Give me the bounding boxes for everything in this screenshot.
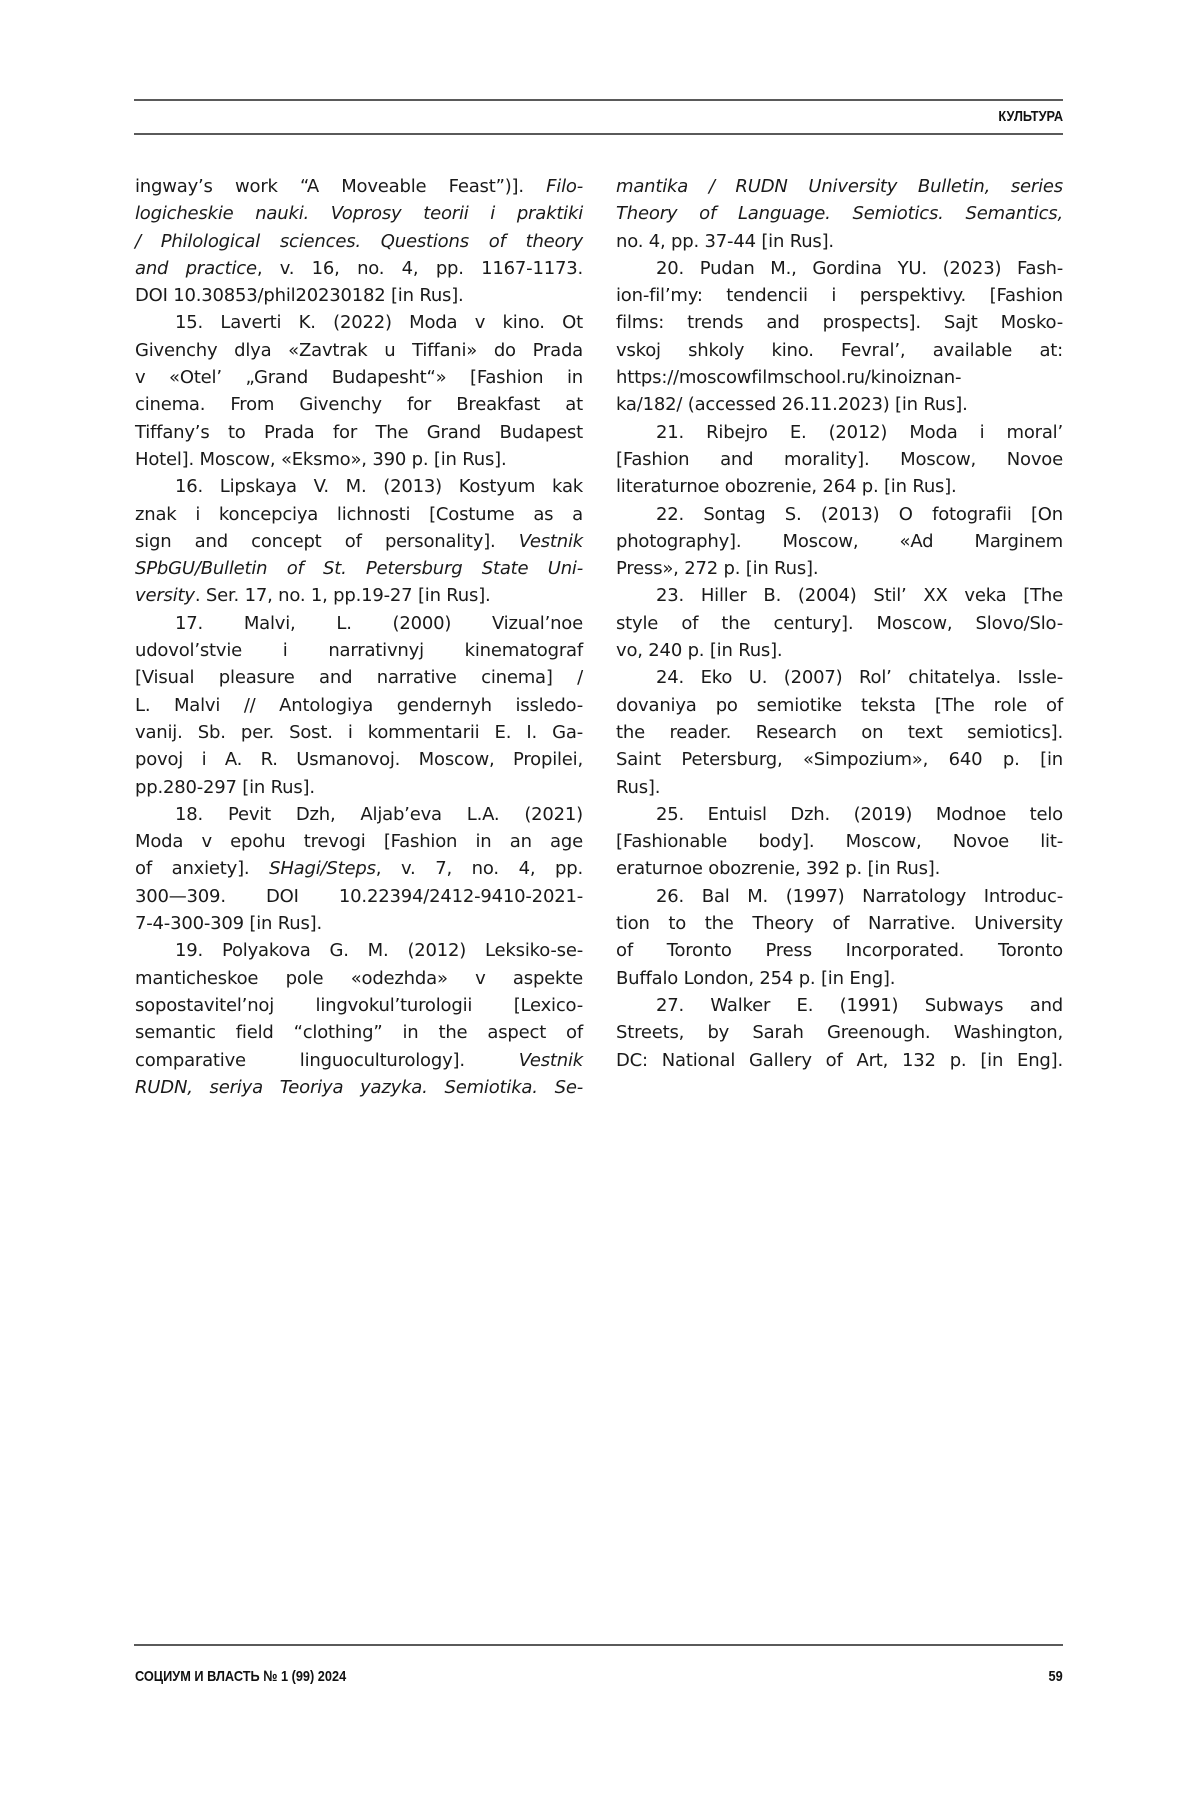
reference-line (616, 774, 1063, 801)
reference-line (135, 664, 583, 691)
reference-text: 16. Lipskaya V. M. (2013) Kostyum kak (175, 476, 583, 498)
reference-line (135, 828, 583, 855)
reference-line (616, 910, 1063, 937)
reference-text: 17. Malvi, L. (2000) Vizual’noe (175, 612, 583, 634)
references-column-right (616, 173, 1063, 1074)
reference-line (616, 391, 1063, 418)
reference-text: comparative linguoculturology]. (135, 1049, 519, 1071)
reference-line (616, 282, 1063, 309)
reference-text: ka/182/ (accessed 26.11.2023) [in Rus]. (616, 394, 968, 416)
reference-line (616, 801, 1063, 828)
footer-rule (134, 1644, 1063, 1646)
reference-line (616, 965, 1063, 992)
reference-text: DC: National Gallery of Art, 132 p. [in Eng]. (616, 1049, 1063, 1071)
reference-text: ion-fil’my: tendencii i perspektivy. [Fashion (616, 285, 1063, 307)
reference-line (135, 637, 583, 664)
reference-text: 21. Ribejro E. (2012) Moda i moral’ (656, 421, 1063, 443)
reference-line (616, 610, 1063, 637)
reference-line (616, 828, 1063, 855)
reference-text: Saint Petersburg, «Simpozium», 640 p. [in (616, 749, 1063, 771)
reference-text: DOI 10.30853/phil20230182 [in Rus]. (135, 285, 464, 307)
reference-text: . Ser. 17, no. 1, pp.19-27 [in Rus]. (194, 585, 491, 607)
reference-text: cinema. From Givenchy for Breakfast at (135, 394, 583, 416)
reference-line (616, 855, 1063, 882)
reference-text: 300—309. DOI 10.22394/2412-9410-2021- (135, 885, 583, 907)
reference-line (616, 883, 1063, 910)
reference-italic-text: SPbGU/Bulletin of St. Petersburg State Uni- (135, 558, 583, 580)
reference-line (135, 364, 583, 391)
reference-text: znak i koncepciya lichnosti [Costume as a (135, 503, 583, 525)
reference-text: Givenchy dlya «Zavtrak u Tiffani» do Prada (135, 339, 583, 361)
reference-text: Hotel]. Moscow, «Eksmo», 390 p. [in Rus]. (135, 448, 507, 470)
reference-line (135, 282, 583, 309)
reference-text: vanij. Sb. per. Sost. i kommentarii E. I. Ga- (135, 721, 583, 743)
reference-line (616, 419, 1063, 446)
reference-text: 23. Hiller B. (2004) Stil’ XX veka [The (656, 585, 1063, 607)
reference-text: , v. 7, no. 4, pp. (375, 858, 583, 880)
reference-italic-text: Vestnik (518, 1049, 583, 1071)
reference-text: eraturnoe obozrenie, 392 p. [in Rus]. (616, 858, 941, 880)
reference-line (135, 610, 583, 637)
reference-line (135, 391, 583, 418)
reference-line (135, 910, 583, 937)
reference-line (135, 1074, 583, 1101)
reference-line (135, 446, 583, 473)
reference-text: 7-4-300-309 [in Rus]. (135, 913, 323, 935)
reference-text: films: trends and prospects]. Sajt Mosko- (616, 312, 1063, 334)
reference-line (135, 1047, 583, 1074)
reference-line (616, 555, 1063, 582)
reference-text: [Visual pleasure and narrative cinema] / (135, 667, 583, 689)
reference-italic-text: SHagi/Steps (269, 858, 376, 880)
reference-line (135, 883, 583, 910)
reference-line (135, 1019, 583, 1046)
reference-line (135, 937, 583, 964)
reference-italic-text: and practice (135, 257, 257, 279)
reference-text: https://moscowfilmschool.ru/kinoiznan- (616, 367, 962, 389)
reference-text: the reader. Research on text semiotics]. (616, 721, 1063, 743)
reference-text: 22. Sontag S. (2013) O fotografii [On (656, 503, 1063, 525)
reference-line (135, 965, 583, 992)
reference-text: dovaniya po semiotike teksta [The role of (616, 694, 1063, 716)
reference-italic-text: Theory of Language. Semiotics. Semantics, (616, 203, 1063, 225)
reference-text: , v. 16, no. 4, pp. 1167-1173. (256, 257, 584, 279)
reference-text: Buffalo London, 254 p. [in Eng]. (616, 967, 896, 989)
reference-line (135, 200, 583, 227)
reference-line (135, 855, 583, 882)
reference-line (135, 555, 583, 582)
reference-line (616, 746, 1063, 773)
reference-line (135, 774, 583, 801)
reference-line (616, 364, 1063, 391)
reference-text: photography]. Moscow, «Ad Marginem (616, 530, 1063, 552)
reference-italic-text: mantika / RUDN University Bulletin, series (616, 176, 1063, 197)
reference-line (616, 173, 1063, 200)
reference-text: literaturnoe obozrenie, 264 p. [in Rus]. (616, 476, 957, 498)
reference-line (135, 692, 583, 719)
reference-text: tion to the Theory of Narrative. University (616, 913, 1063, 935)
reference-text: manticheskoe pole «odezhda» v aspekte (135, 967, 583, 989)
reference-text: vo, 240 p. [in Rus]. (616, 640, 783, 662)
reference-line (616, 637, 1063, 664)
reference-text: [Fashion and morality]. Moscow, Novoe (616, 448, 1063, 470)
reference-line (616, 692, 1063, 719)
reference-line (616, 582, 1063, 609)
reference-text: 25. Entuisl Dzh. (2019) Modnoe telo (656, 803, 1063, 825)
reference-line (135, 801, 583, 828)
reference-text: sopostavitel’noj lingvokul’turologii [Lexico- (135, 994, 583, 1016)
reference-text: semantic field “clothing” in the aspect of (135, 1022, 583, 1044)
page-number: 59 (1048, 1668, 1063, 1685)
reference-line (135, 419, 583, 446)
reference-line (616, 446, 1063, 473)
reference-italic-text: / Philological sciences. Questions of theory (135, 230, 583, 252)
reference-line (616, 200, 1063, 227)
reference-italic-text: Vestnik (518, 530, 583, 552)
reference-text: 24. Eko U. (2007) Rol’ chitatelya. Issle- (656, 667, 1063, 689)
reference-line (616, 937, 1063, 964)
reference-line (616, 1019, 1063, 1046)
reference-line (135, 255, 583, 282)
reference-text: Rus]. (616, 776, 661, 798)
reference-line (616, 992, 1063, 1019)
reference-text: pp.280-297 [in Rus]. (135, 776, 315, 798)
reference-line (616, 473, 1063, 500)
reference-line (135, 528, 583, 555)
reference-line (135, 473, 583, 500)
reference-line (135, 501, 583, 528)
reference-line (616, 719, 1063, 746)
reference-text: vskoj shkoly kino. Fevral’, available at: (616, 339, 1063, 361)
reference-italic-text: Filo- (546, 176, 583, 197)
reference-line (135, 992, 583, 1019)
reference-line (135, 337, 583, 364)
reference-text: ingway’s work “A Moveable Feast”)]. (135, 176, 547, 197)
reference-text: [Fashionable body]. Moscow, Novoe lit- (616, 831, 1063, 853)
reference-text: sign and concept of personality]. (135, 530, 519, 552)
reference-text: povoj i A. R. Usmanovoj. Moscow, Propilei, (135, 749, 583, 771)
reference-line (616, 1047, 1063, 1074)
reference-line (616, 228, 1063, 255)
reference-line (616, 255, 1063, 282)
references-column-left (135, 173, 583, 1101)
reference-line (616, 664, 1063, 691)
reference-text: udovol’stvie i narrativnyj kinematograf (135, 640, 583, 662)
section-title: КУЛЬТУРА (998, 108, 1063, 125)
reference-line (135, 582, 583, 609)
reference-text: no. 4, pp. 37-44 [in Rus]. (616, 230, 834, 252)
reference-text: Tiffany’s to Prada for The Grand Budapest (135, 421, 583, 443)
reference-text: v «Otel’ „Grand Budapesht“» [Fashion in (135, 367, 583, 389)
reference-italic-text: versity (135, 585, 195, 607)
reference-line (616, 309, 1063, 336)
reference-text: 19. Polyakova G. M. (2012) Leksiko-se- (175, 940, 583, 962)
header-rule-top (134, 99, 1063, 101)
reference-text: 26. Bal M. (1997) Narratology Introduc- (656, 885, 1063, 907)
reference-text: 18. Pevit Dzh, Aljab’eva L.A. (2021) (175, 803, 583, 825)
reference-text: 27. Walker E. (1991) Subways and (656, 994, 1063, 1016)
reference-text: 20. Pudan M., Gordina YU. (2023) Fash- (656, 257, 1063, 279)
reference-italic-text: RUDN, seriya Teoriya yazyka. Semiotika. Se- (135, 1076, 583, 1098)
reference-line (616, 528, 1063, 555)
reference-line (135, 228, 583, 255)
reference-text: Moda v epohu trevogi [Fashion in an age (135, 831, 583, 853)
header-rule-bottom (134, 133, 1063, 135)
journal-title: СОЦИУМ И ВЛАСТЬ № 1 (99) 2024 (135, 1668, 347, 1685)
reference-line (135, 719, 583, 746)
reference-text: Streets, by Sarah Greenough. Washington, (616, 1022, 1063, 1044)
reference-text: of Toronto Press Incorporated. Toronto (616, 940, 1063, 962)
reference-line (135, 309, 583, 336)
reference-line (135, 173, 583, 200)
reference-text: L. Malvi // Antologiya gendernyh issledo- (135, 694, 583, 716)
reference-italic-text: logicheskie nauki. Voprosy teorii i praktiki (135, 203, 583, 225)
reference-text: Press», 272 p. [in Rus]. (616, 558, 819, 580)
reference-text: style of the century]. Moscow, Slovo/Slo- (616, 612, 1063, 634)
reference-text: of anxiety]. (135, 858, 270, 880)
reference-line (616, 337, 1063, 364)
reference-line (616, 501, 1063, 528)
reference-text: 15. Laverti K. (2022) Moda v kino. Ot (175, 312, 583, 334)
reference-line (135, 746, 583, 773)
